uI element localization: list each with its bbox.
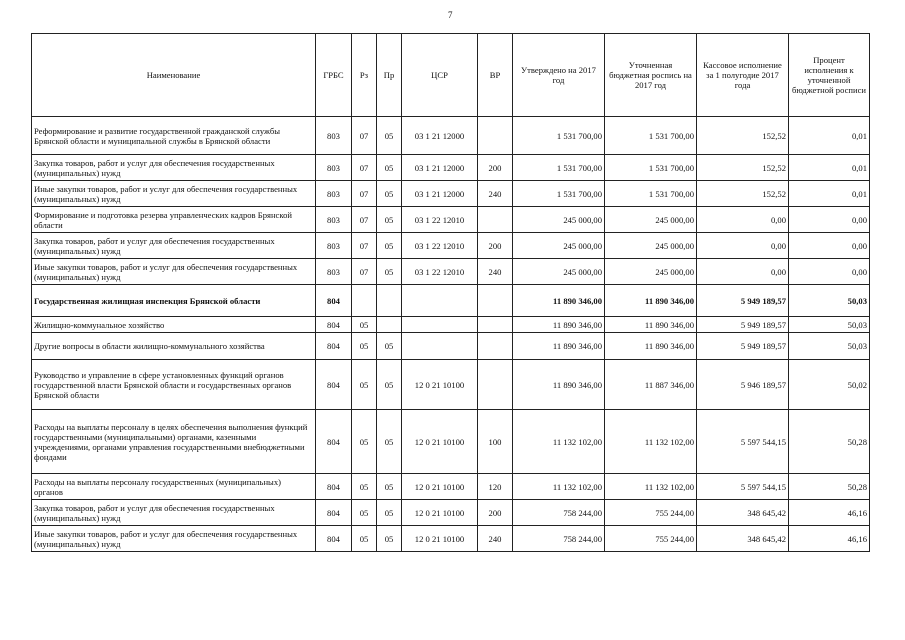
cell-approved: 1 531 700,00 bbox=[513, 155, 605, 181]
cell-grbs: 804 bbox=[316, 410, 352, 474]
page-number: 7 bbox=[448, 10, 453, 20]
cell-grbs: 804 bbox=[316, 500, 352, 526]
cell-vr: 240 bbox=[478, 181, 513, 207]
cell-percent: 50,03 bbox=[789, 285, 870, 317]
cell-rz: 07 bbox=[352, 207, 377, 233]
cell-rz: 05 bbox=[352, 317, 377, 333]
cell-cash: 5 597 544,15 bbox=[697, 474, 789, 500]
cell-refined: 1 531 700,00 bbox=[605, 155, 697, 181]
cell-grbs: 803 bbox=[316, 259, 352, 285]
cell-name: Иные закупки товаров, работ и услуг для обеспечения государственных (муниципальных) нужд bbox=[32, 526, 316, 552]
cell-cash: 152,52 bbox=[697, 155, 789, 181]
cell-grbs: 803 bbox=[316, 233, 352, 259]
table-row bbox=[32, 410, 870, 474]
cell-refined: 11 890 346,00 bbox=[605, 285, 697, 317]
col-header-name: Наименование bbox=[32, 34, 316, 117]
cell-csr: 03 1 21 12000 bbox=[402, 181, 478, 207]
cell-vr bbox=[478, 285, 513, 317]
cell-name: Жилищно-коммунальное хозяйство bbox=[32, 317, 316, 333]
cell-approved: 245 000,00 bbox=[513, 207, 605, 233]
cell-percent: 50,02 bbox=[789, 360, 870, 410]
col-header-vr: ВР bbox=[478, 34, 513, 117]
table-row bbox=[32, 333, 870, 360]
cell-name: Расходы на выплаты персоналу в целях обеспечения выполнения функций государственными (муниципальными) органами, казенными учреждениями, органами управления государственными внебюджетными фондами bbox=[32, 410, 316, 474]
cell-csr bbox=[402, 317, 478, 333]
cell-vr bbox=[478, 360, 513, 410]
table-row bbox=[32, 259, 870, 285]
cell-percent: 0,01 bbox=[789, 155, 870, 181]
col-header-approved: Утверждено на 2017 год bbox=[513, 34, 605, 117]
cell-name: Закупка товаров, работ и услуг для обеспечения государственных (муниципальных) нужд bbox=[32, 155, 316, 181]
cell-approved: 11 132 102,00 bbox=[513, 410, 605, 474]
cell-vr: 240 bbox=[478, 259, 513, 285]
cell-pr: 05 bbox=[377, 233, 402, 259]
table-row bbox=[32, 155, 870, 181]
cell-rz bbox=[352, 285, 377, 317]
cell-approved: 1 531 700,00 bbox=[513, 181, 605, 207]
cell-rz: 07 bbox=[352, 233, 377, 259]
table-row bbox=[32, 500, 870, 526]
cell-pr: 05 bbox=[377, 259, 402, 285]
cell-vr: 200 bbox=[478, 233, 513, 259]
cell-percent: 0,00 bbox=[789, 259, 870, 285]
cell-refined: 1 531 700,00 bbox=[605, 117, 697, 155]
cell-pr: 05 bbox=[377, 410, 402, 474]
col-header-grbs: ГРБС bbox=[316, 34, 352, 117]
cell-rz: 05 bbox=[352, 500, 377, 526]
cell-refined: 11 132 102,00 bbox=[605, 410, 697, 474]
cell-name: Формирование и подготовка резерва управленческих кадров Брянской области bbox=[32, 207, 316, 233]
cell-percent: 50,28 bbox=[789, 410, 870, 474]
cell-pr: 05 bbox=[377, 155, 402, 181]
cell-rz: 05 bbox=[352, 526, 377, 552]
cell-rz: 07 bbox=[352, 155, 377, 181]
cell-approved: 758 244,00 bbox=[513, 526, 605, 552]
cell-refined: 11 132 102,00 bbox=[605, 474, 697, 500]
cell-rz: 07 bbox=[352, 181, 377, 207]
cell-pr: 05 bbox=[377, 526, 402, 552]
cell-refined: 11 890 346,00 bbox=[605, 333, 697, 360]
cell-refined: 1 531 700,00 bbox=[605, 181, 697, 207]
cell-percent: 50,03 bbox=[789, 317, 870, 333]
cell-vr: 240 bbox=[478, 526, 513, 552]
col-header-cash: Кассовое исполнение за 1 полугодие 2017 года bbox=[697, 34, 789, 117]
cell-csr: 12 0 21 10100 bbox=[402, 360, 478, 410]
cell-grbs: 804 bbox=[316, 360, 352, 410]
table-row bbox=[32, 181, 870, 207]
cell-csr: 03 1 22 12010 bbox=[402, 259, 478, 285]
table-row bbox=[32, 474, 870, 500]
cell-percent: 0,01 bbox=[789, 181, 870, 207]
table-row bbox=[32, 233, 870, 259]
cell-vr: 200 bbox=[478, 155, 513, 181]
cell-grbs: 804 bbox=[316, 285, 352, 317]
cell-cash: 5 949 189,57 bbox=[697, 317, 789, 333]
cell-vr bbox=[478, 117, 513, 155]
table-row bbox=[32, 285, 870, 317]
cell-csr: 12 0 21 10100 bbox=[402, 500, 478, 526]
cell-rz: 05 bbox=[352, 360, 377, 410]
cell-cash: 152,52 bbox=[697, 181, 789, 207]
cell-grbs: 803 bbox=[316, 207, 352, 233]
cell-grbs: 803 bbox=[316, 181, 352, 207]
cell-vr: 200 bbox=[478, 500, 513, 526]
cell-percent: 50,28 bbox=[789, 474, 870, 500]
cell-percent: 46,16 bbox=[789, 500, 870, 526]
cell-csr: 12 0 21 10100 bbox=[402, 410, 478, 474]
cell-name: Закупка товаров, работ и услуг для обеспечения государственных (муниципальных) нужд bbox=[32, 500, 316, 526]
cell-refined: 245 000,00 bbox=[605, 259, 697, 285]
cell-approved: 11 890 346,00 bbox=[513, 333, 605, 360]
cell-grbs: 804 bbox=[316, 317, 352, 333]
cell-percent: 46,16 bbox=[789, 526, 870, 552]
cell-cash: 5 946 189,57 bbox=[697, 360, 789, 410]
cell-name: Руководство и управление в сфере установленных функций органов государственной власти Брянской области и государственных органов Брянской области bbox=[32, 360, 316, 410]
cell-refined: 755 244,00 bbox=[605, 526, 697, 552]
cell-csr: 12 0 21 10100 bbox=[402, 526, 478, 552]
cell-approved: 11 890 346,00 bbox=[513, 360, 605, 410]
cell-approved: 11 890 346,00 bbox=[513, 285, 605, 317]
cell-percent: 50,03 bbox=[789, 333, 870, 360]
cell-cash: 5 949 189,57 bbox=[697, 333, 789, 360]
cell-pr: 05 bbox=[377, 333, 402, 360]
cell-grbs: 804 bbox=[316, 333, 352, 360]
cell-approved: 245 000,00 bbox=[513, 259, 605, 285]
cell-cash: 0,00 bbox=[697, 233, 789, 259]
cell-csr: 03 1 22 12010 bbox=[402, 233, 478, 259]
cell-csr: 03 1 21 12000 bbox=[402, 117, 478, 155]
cell-vr: 120 bbox=[478, 474, 513, 500]
cell-vr bbox=[478, 207, 513, 233]
cell-cash: 5 949 189,57 bbox=[697, 285, 789, 317]
cell-pr bbox=[377, 285, 402, 317]
cell-grbs: 803 bbox=[316, 155, 352, 181]
table-row bbox=[32, 317, 870, 333]
cell-vr: 100 bbox=[478, 410, 513, 474]
table-row bbox=[32, 207, 870, 233]
cell-name: Иные закупки товаров, работ и услуг для обеспечения государственных (муниципальных) нужд bbox=[32, 181, 316, 207]
cell-percent: 0,00 bbox=[789, 233, 870, 259]
cell-approved: 1 531 700,00 bbox=[513, 117, 605, 155]
cell-csr: 03 1 22 12010 bbox=[402, 207, 478, 233]
cell-csr: 03 1 21 12000 bbox=[402, 155, 478, 181]
cell-grbs: 803 bbox=[316, 117, 352, 155]
cell-vr bbox=[478, 317, 513, 333]
cell-csr bbox=[402, 285, 478, 317]
cell-name: Иные закупки товаров, работ и услуг для обеспечения государственных (муниципальных) нужд bbox=[32, 259, 316, 285]
cell-pr: 05 bbox=[377, 181, 402, 207]
cell-csr bbox=[402, 333, 478, 360]
cell-rz: 07 bbox=[352, 117, 377, 155]
col-header-pr: Пр bbox=[377, 34, 402, 117]
cell-pr: 05 bbox=[377, 117, 402, 155]
cell-pr: 05 bbox=[377, 500, 402, 526]
cell-refined: 245 000,00 bbox=[605, 233, 697, 259]
col-header-csr: ЦСР bbox=[402, 34, 478, 117]
cell-refined: 755 244,00 bbox=[605, 500, 697, 526]
col-header-rz: Рз bbox=[352, 34, 377, 117]
cell-percent: 0,00 bbox=[789, 207, 870, 233]
cell-grbs: 804 bbox=[316, 474, 352, 500]
cell-vr bbox=[478, 333, 513, 360]
table-header-row bbox=[32, 34, 870, 117]
col-header-percent: Процент исполнения к уточненной бюджетной росписи bbox=[789, 34, 870, 117]
cell-pr: 05 bbox=[377, 360, 402, 410]
cell-approved: 245 000,00 bbox=[513, 233, 605, 259]
cell-approved: 11 132 102,00 bbox=[513, 474, 605, 500]
cell-csr: 12 0 21 10100 bbox=[402, 474, 478, 500]
table-row bbox=[32, 117, 870, 155]
cell-pr: 05 bbox=[377, 207, 402, 233]
cell-approved: 758 244,00 bbox=[513, 500, 605, 526]
budget-table bbox=[31, 33, 870, 552]
cell-cash: 152,52 bbox=[697, 117, 789, 155]
col-header-refined: Уточненная бюджетная роспись на 2017 год bbox=[605, 34, 697, 117]
cell-cash: 5 597 544,15 bbox=[697, 410, 789, 474]
cell-grbs: 804 bbox=[316, 526, 352, 552]
cell-name: Другие вопросы в области жилищно-коммунального хозяйства bbox=[32, 333, 316, 360]
cell-cash: 0,00 bbox=[697, 259, 789, 285]
cell-refined: 11 887 346,00 bbox=[605, 360, 697, 410]
cell-name: Государственная жилищная инспекция Брянской области bbox=[32, 285, 316, 317]
table-row bbox=[32, 526, 870, 552]
cell-name: Расходы на выплаты персоналу государственных (муниципальных) органов bbox=[32, 474, 316, 500]
cell-approved: 11 890 346,00 bbox=[513, 317, 605, 333]
cell-rz: 07 bbox=[352, 259, 377, 285]
cell-rz: 05 bbox=[352, 333, 377, 360]
cell-cash: 0,00 bbox=[697, 207, 789, 233]
cell-rz: 05 bbox=[352, 410, 377, 474]
cell-refined: 11 890 346,00 bbox=[605, 317, 697, 333]
cell-rz: 05 bbox=[352, 474, 377, 500]
cell-pr: 05 bbox=[377, 474, 402, 500]
cell-name: Реформирование и развитие государственной гражданской службы Брянской области и муниципальной службы в Брянской области bbox=[32, 117, 316, 155]
cell-percent: 0,01 bbox=[789, 117, 870, 155]
cell-name: Закупка товаров, работ и услуг для обеспечения государственных (муниципальных) нужд bbox=[32, 233, 316, 259]
cell-refined: 245 000,00 bbox=[605, 207, 697, 233]
cell-cash: 348 645,42 bbox=[697, 500, 789, 526]
cell-pr bbox=[377, 317, 402, 333]
table-row bbox=[32, 360, 870, 410]
cell-cash: 348 645,42 bbox=[697, 526, 789, 552]
